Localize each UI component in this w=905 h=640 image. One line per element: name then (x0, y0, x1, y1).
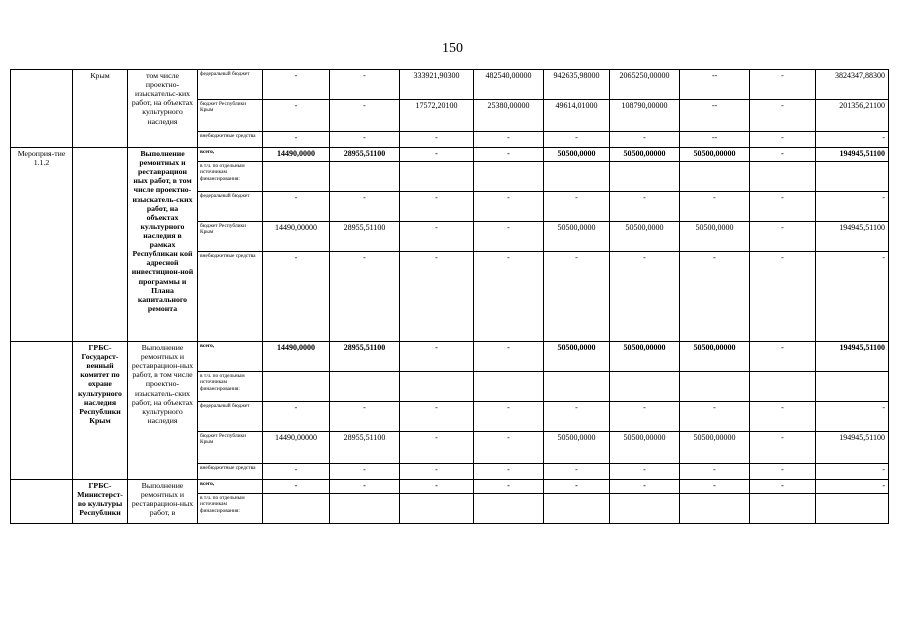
value-cell (544, 162, 610, 192)
value-cell: - (263, 464, 330, 480)
value-cell: - (610, 480, 680, 494)
value-cell: 50500,00000 (680, 148, 750, 162)
value-cell: - (330, 70, 400, 100)
activity-name-cell: том числе проектно-изыскательс-ких работ, на объектах культурного наследия (128, 70, 198, 148)
value-cell: - (330, 464, 400, 480)
value-cell: - (750, 100, 816, 132)
value-cell: 50500,00000 (610, 432, 680, 464)
value-cell (750, 494, 816, 524)
funding-source-cell: в т.ч. по отдельным источникам финансирования: (198, 494, 263, 524)
funding-source-cell: в т.ч. по отдельным источникам финансирования: (198, 372, 263, 402)
value-cell: 2065250,00000 (610, 70, 680, 100)
value-cell: - (610, 132, 680, 148)
value-cell: - (400, 192, 474, 222)
value-cell (816, 372, 889, 402)
activity-code-cell (11, 342, 73, 480)
value-cell (330, 372, 400, 402)
value-cell (263, 372, 330, 402)
value-cell: 50500,00000 (610, 342, 680, 372)
value-cell: - (263, 480, 330, 494)
value-cell: - (750, 480, 816, 494)
value-cell: 28955,51100 (330, 222, 400, 252)
value-cell: - (544, 402, 610, 432)
value-cell: 50500,00000 (680, 342, 750, 372)
value-cell: - (400, 252, 474, 342)
value-cell: 194945,51100 (816, 432, 889, 464)
value-cell: - (474, 432, 544, 464)
value-cell: - (400, 432, 474, 464)
value-cell: - (474, 402, 544, 432)
value-cell: - (474, 222, 544, 252)
value-cell (610, 494, 680, 524)
value-cell: 194945,51100 (816, 148, 889, 162)
value-cell: - (610, 252, 680, 342)
value-cell: 28955,51100 (330, 432, 400, 464)
value-cell: 50500,0000 (544, 342, 610, 372)
value-cell: - (816, 192, 889, 222)
value-cell: - (474, 342, 544, 372)
value-cell: - (400, 148, 474, 162)
value-cell (400, 494, 474, 524)
value-cell: - (474, 192, 544, 222)
value-cell: - (750, 222, 816, 252)
value-cell: - (750, 464, 816, 480)
value-cell: 50500,0000 (544, 432, 610, 464)
value-cell: - (400, 342, 474, 372)
value-cell: - (610, 464, 680, 480)
value-cell: 14490,00000 (263, 222, 330, 252)
value-cell: - (544, 480, 610, 494)
funding-source-cell: внебюджетные средства (198, 464, 263, 480)
value-cell: - (474, 148, 544, 162)
value-cell: - (544, 132, 610, 148)
value-cell: 17572,20100 (400, 100, 474, 132)
value-cell: -- (680, 132, 750, 148)
value-cell: - (330, 252, 400, 342)
value-cell: - (680, 480, 750, 494)
value-cell (680, 162, 750, 192)
value-cell: 25380,00000 (474, 100, 544, 132)
value-cell: - (680, 192, 750, 222)
value-cell: - (750, 342, 816, 372)
value-cell: - (544, 252, 610, 342)
executor-cell (73, 148, 128, 342)
executor-cell: ГРБС- Государст-венный комитет по охране культурного наследия Республики Крым (73, 342, 128, 480)
activity-code-cell (11, 70, 73, 148)
value-cell (330, 162, 400, 192)
value-cell (544, 494, 610, 524)
value-cell: - (544, 192, 610, 222)
value-cell (474, 494, 544, 524)
value-cell: - (330, 480, 400, 494)
value-cell (610, 162, 680, 192)
value-cell: 50500,0000 (610, 222, 680, 252)
value-cell (816, 494, 889, 524)
value-cell: - (400, 132, 474, 148)
value-cell: - (400, 222, 474, 252)
value-cell (680, 494, 750, 524)
table-row (11, 342, 889, 372)
value-cell (610, 372, 680, 402)
table-row (11, 148, 889, 162)
table-row (11, 70, 889, 100)
value-cell (816, 162, 889, 192)
value-cell: - (750, 402, 816, 432)
executor-cell: Крым (73, 70, 128, 148)
value-cell: - (330, 192, 400, 222)
value-cell (750, 372, 816, 402)
value-cell: - (330, 132, 400, 148)
value-cell: 108790,00000 (610, 100, 680, 132)
value-cell: - (263, 100, 330, 132)
value-cell (400, 372, 474, 402)
value-cell: - (544, 464, 610, 480)
value-cell (544, 372, 610, 402)
value-cell: - (816, 132, 889, 148)
funding-source-cell: всего, (198, 342, 263, 372)
value-cell: 50500,0000 (544, 148, 610, 162)
value-cell: - (263, 132, 330, 148)
funding-source-cell: бюджет Республики Крым (198, 222, 263, 252)
activity-name-cell: Выполнение ремонтных и реставрацион-ных работ, в (128, 480, 198, 524)
value-cell: -- (680, 100, 750, 132)
value-cell: 14490,0000 (263, 342, 330, 372)
funding-source-cell: в т.ч. по отдельным источникам финансирования: (198, 162, 263, 192)
value-cell: - (750, 252, 816, 342)
page-number: 150 (442, 41, 463, 56)
funding-source-cell: бюджет Республики Крым (198, 100, 263, 132)
value-cell: - (474, 252, 544, 342)
funding-source-cell: внебюджетные средства (198, 252, 263, 342)
value-cell: - (400, 402, 474, 432)
value-cell (474, 372, 544, 402)
activity-code-cell (11, 480, 73, 524)
value-cell: 50500,0000 (680, 222, 750, 252)
value-cell: - (474, 464, 544, 480)
value-cell: - (750, 432, 816, 464)
value-cell: - (816, 464, 889, 480)
value-cell: - (750, 192, 816, 222)
funding-source-cell: бюджет Республики Крым (198, 432, 263, 464)
value-cell (263, 162, 330, 192)
value-cell: - (400, 480, 474, 494)
value-cell: 50500,00000 (610, 148, 680, 162)
value-cell: - (610, 402, 680, 432)
value-cell: - (400, 464, 474, 480)
funding-source-cell: федеральный бюджет (198, 192, 263, 222)
value-cell: 194945,51100 (816, 342, 889, 372)
value-cell: - (474, 132, 544, 148)
funding-source-cell: федеральный бюджет (198, 402, 263, 432)
value-cell: 50500,00000 (680, 432, 750, 464)
value-cell: 14490,00000 (263, 432, 330, 464)
value-cell: - (474, 480, 544, 494)
budget-table (10, 69, 889, 524)
value-cell: - (263, 252, 330, 342)
value-cell: - (750, 132, 816, 148)
value-cell (400, 162, 474, 192)
value-cell (750, 162, 816, 192)
executor-cell: ГРБС- Министерст-во культуры Республики (73, 480, 128, 524)
value-cell: 49614,01000 (544, 100, 610, 132)
value-cell: 50500,0000 (544, 222, 610, 252)
value-cell: - (816, 402, 889, 432)
activity-code-cell: Мероприя-тие 1.1.2 (11, 148, 73, 342)
value-cell: 201356,21100 (816, 100, 889, 132)
value-cell (330, 494, 400, 524)
value-cell: 3824347,88300 (816, 70, 889, 100)
value-cell: - (680, 464, 750, 480)
value-cell: - (816, 480, 889, 494)
value-cell: - (750, 70, 816, 100)
table-row (11, 480, 889, 494)
value-cell: - (680, 402, 750, 432)
value-cell: - (330, 402, 400, 432)
value-cell: - (263, 192, 330, 222)
table-body (11, 70, 889, 524)
value-cell: - (680, 252, 750, 342)
value-cell: - (330, 100, 400, 132)
value-cell: -- (680, 70, 750, 100)
value-cell: 14490,0000 (263, 148, 330, 162)
value-cell: - (816, 252, 889, 342)
funding-source-cell: внебюджетные средства (198, 132, 263, 148)
value-cell: - (263, 70, 330, 100)
value-cell: 482540,00000 (474, 70, 544, 100)
activity-name-cell: Выполнение ремонтных и реставрацион ных работ, в том числе проектно-изыскатель-ских работ, на объектах культурного наследия в рамках Республикан кой адресной инвестицион-ной программы и Плана капитального ремонта (128, 148, 198, 342)
value-cell (263, 494, 330, 524)
value-cell: 194945,51100 (816, 222, 889, 252)
value-cell (680, 372, 750, 402)
value-cell: - (610, 192, 680, 222)
funding-source-cell: всего, (198, 480, 263, 494)
value-cell (474, 162, 544, 192)
activity-name-cell: Выполнение ремонтных и реставрацион-ных работ, в том числе проектно-изыскатель-ских работ, на объектах культурного наследия (128, 342, 198, 480)
value-cell: 333921,90300 (400, 70, 474, 100)
value-cell: 28955,51100 (330, 342, 400, 372)
value-cell: - (750, 148, 816, 162)
value-cell: - (263, 402, 330, 432)
funding-source-cell: федеральный бюджет (198, 70, 263, 100)
value-cell: 28955,51100 (330, 148, 400, 162)
funding-source-cell: всего, (198, 148, 263, 162)
value-cell: 942635,98000 (544, 70, 610, 100)
